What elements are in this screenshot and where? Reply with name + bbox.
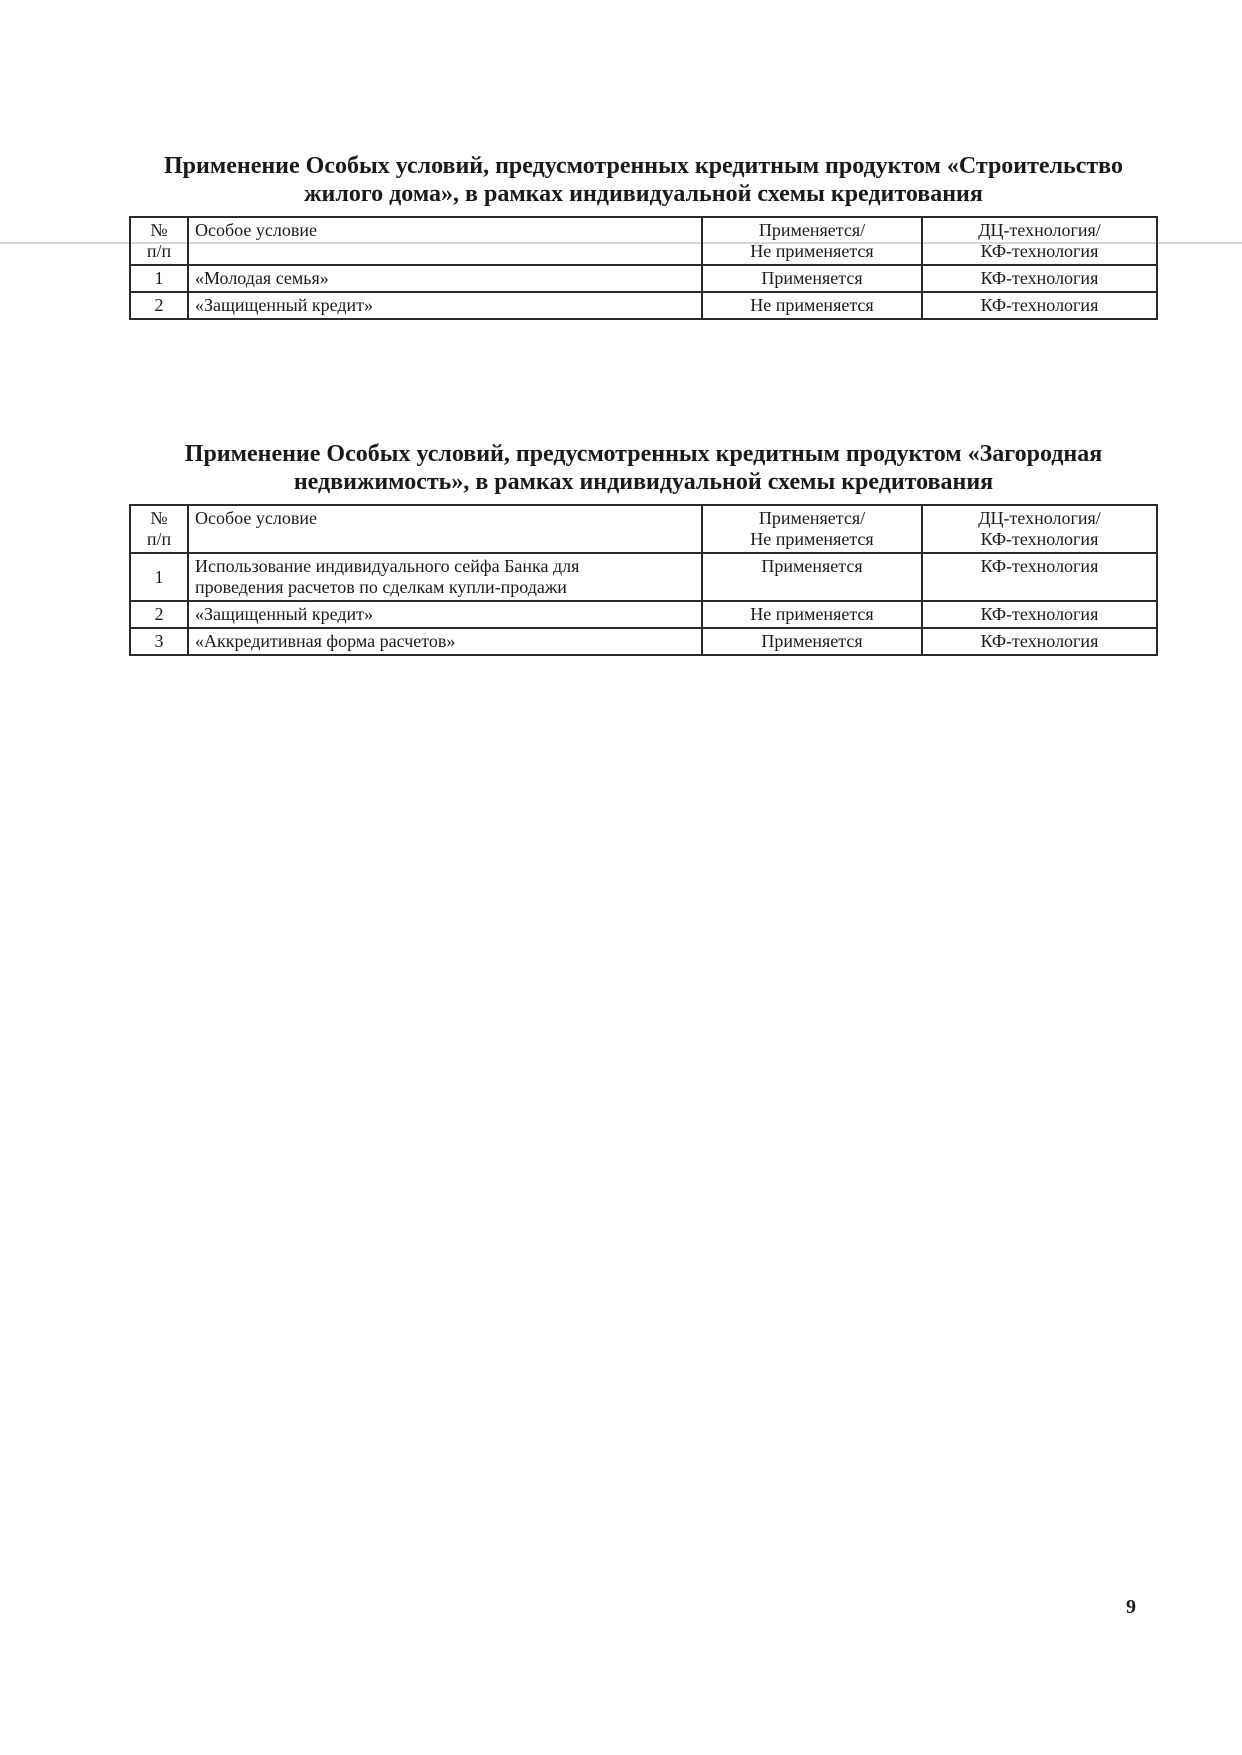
header-num-line-2: п/п [146,529,172,549]
header-technology-line-1: ДЦ-технология/ [978,220,1101,240]
row-num: 2 [130,601,188,628]
header-applies [702,505,922,553]
header-applies-line-2: Не применяется [750,529,874,549]
row-num: 1 [130,265,188,292]
section-house-construction [129,152,1158,320]
header-applies-line-1: Применяется/ [758,508,866,528]
table-row [130,265,1157,292]
row-technology: КФ-технология [922,628,1157,655]
header-technology [922,505,1157,553]
section-title-line-2: недвижимость», в рамках индивидуальной схемы кредитования [293,469,994,495]
row-condition: «Защищенный кредит» [188,292,702,319]
header-num-line-1: № [150,508,168,528]
row-technology: КФ-технология [922,553,1157,601]
header-technology [922,217,1157,265]
header-condition: Особое условие [188,217,702,265]
row-num: 3 [130,628,188,655]
row-technology: КФ-технология [922,265,1157,292]
table-row [130,628,1157,655]
table-row [130,601,1157,628]
row-condition: «Молодая семья» [188,265,702,292]
row-num: 1 [130,553,188,601]
section-title-line-1: Применение Особых условий, предусмотренных кредитным продуктом «Загородная [184,441,1103,467]
header-applies-line-1: Применяется/ [758,220,866,240]
section-title [129,152,1158,208]
row-applies: Применяется [702,265,922,292]
conditions-table [129,504,1158,656]
section-title-line-2: жилого дома», в рамках индивидуальной схемы кредитования [304,181,983,207]
header-num [130,217,188,265]
section-country-real-estate [129,440,1158,656]
header-applies-line-2: Не применяется [750,241,874,261]
section-title [129,440,1158,496]
header-condition: Особое условие [188,505,702,553]
header-num [130,505,188,553]
header-num-line-2: п/п [146,241,172,261]
row-technology: КФ-технология [922,601,1157,628]
row-applies: Не применяется [702,292,922,319]
header-technology-line-1: ДЦ-технология/ [978,508,1101,528]
table-row [130,553,1157,601]
header-num-line-1: № [150,220,168,240]
row-condition-line-2: проведения расчетов по сделкам купли-продажи [195,577,567,597]
row-num: 2 [130,292,188,319]
row-technology: КФ-технология [922,292,1157,319]
row-condition-line-1: Использование индивидуального сейфа Банка для [195,556,580,576]
row-applies: Применяется [702,628,922,655]
row-applies: Применяется [702,553,922,601]
conditions-table [129,216,1158,320]
header-technology-line-2: КФ-технология [980,241,1099,261]
row-condition [188,553,702,601]
table-header-row [130,505,1157,553]
section-title-line-1: Применение Особых условий, предусмотренных кредитным продуктом «Строительство [164,153,1123,179]
row-condition: «Защищенный кредит» [188,601,702,628]
header-applies [702,217,922,265]
table-row [130,292,1157,319]
table-header-row [130,217,1157,265]
header-technology-line-2: КФ-технология [980,529,1099,549]
row-condition: «Аккредитивная форма расчетов» [188,628,702,655]
page-number: 9 [1126,1596,1136,1618]
row-applies: Не применяется [702,601,922,628]
